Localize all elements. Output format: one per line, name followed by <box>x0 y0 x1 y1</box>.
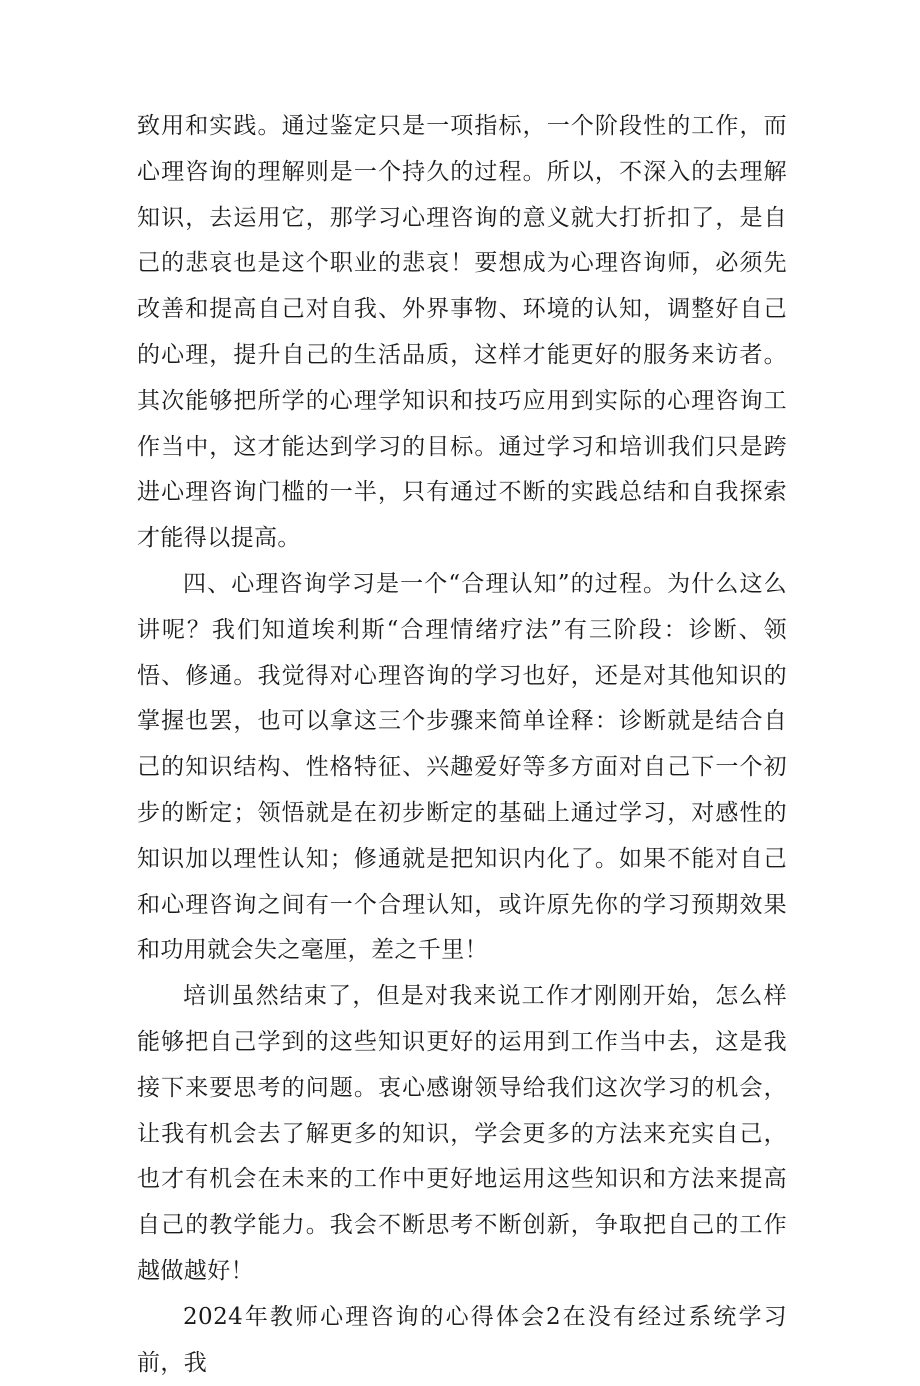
paragraph-1: 致用和实践。通过鉴定只是一项指标，一个阶段性的工作，而心理咨询的理解则是一个持久的过程。所以，不深入的去理解知识，去运用它，那学习心理咨询的意义就大打折扣了，是自己的悲哀也是这个职业的悲哀！要想成为心理咨询师，必须先改善和提高自己对自我、外界事物、环境的认知，调整好自己的心理，提升自己的生活品质，这样才能更好的服务来访者。其次能够把所学的心理学知识和技巧应用到实际的心理咨询工作当中，这才能达到学习的目标。通过学习和培训我们只是跨进心理咨询门槛的一半，只有通过不断的实践总结和自我探索才能得以提高。 <box>137 113 787 552</box>
paragraph-3: 培训虽然结束了，但是对我来说工作才刚刚开始，怎么样能够把自己学到的这些知识更好的运用到工作当中去，这是我接下来要思考的问题。衷心感谢领导给我们这次学习的机会，让我有机会去了解更多的知识，学会更多的方法来充实自己，也才有机会在未来的工作中更好地运用这些知识和方法来提高自己的教学能力。我会不断思考不断创新，争取把自己的工作越做越好！ <box>137 983 787 1284</box>
paragraph-2: 四、心理咨询学习是一个“合理认知”的过程。为什么这么讲呢？我们知道埃利斯“合理情绪疗法”有三阶段：诊断、领悟、修通。我觉得对心理咨询的学习也好，还是对其他知识的掌握也罢，也可以拿这三个步骤来简单诠释：诊断就是结合自己的知识结构、性格特征、兴趣爱好等多方面对自己下一个初步的断定；领悟就是在初步断定的基础上通过学习，对感性的知识加以理性认知；修通就是把知识内化了。如果不能对自己和心理咨询之间有一个合理认知，或许原先你的学习预期效果和功用就会失之毫厘，差之千里！ <box>137 570 787 964</box>
document-body <box>137 104 787 1386</box>
paragraph-4: 2024年教师心理咨询的心得体会2在没有经过系统学习前，我 <box>137 1303 787 1376</box>
